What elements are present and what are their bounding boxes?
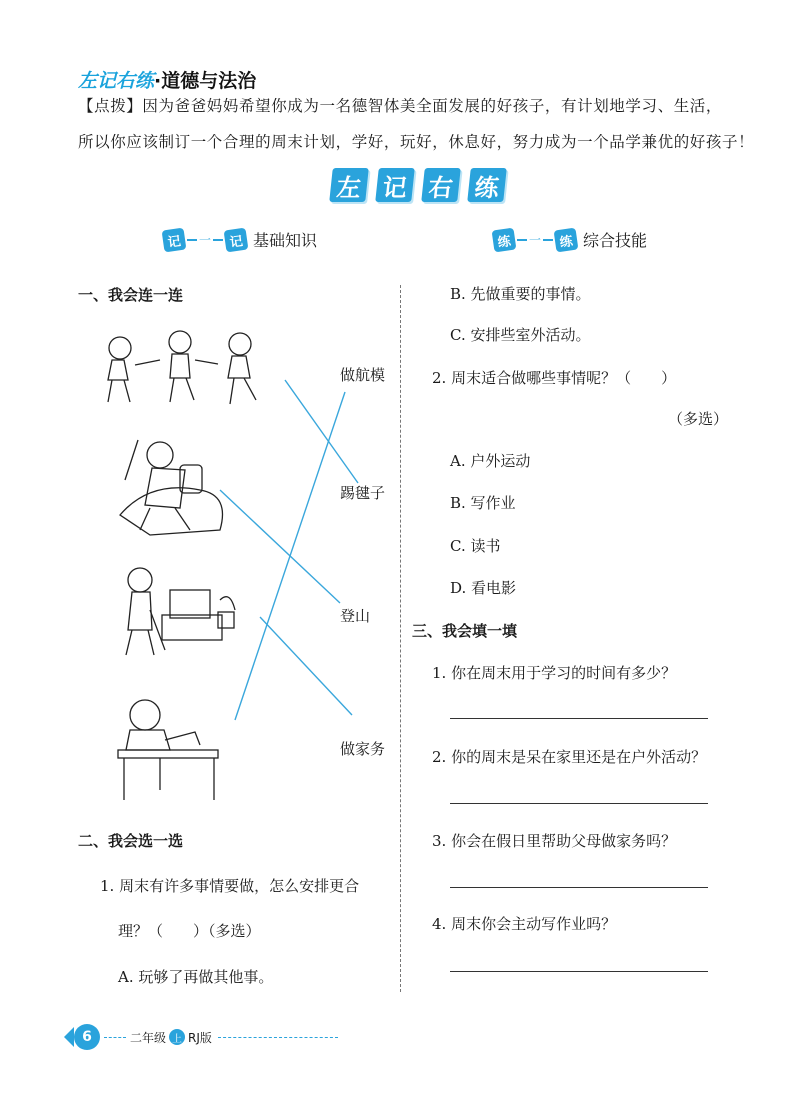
- option-b: B. 先做重要的事情。: [450, 285, 591, 303]
- match-word: 做家务: [340, 740, 386, 758]
- fill-question: 4. 周末你会主动写作业吗？: [432, 915, 617, 933]
- match-line: [285, 380, 358, 483]
- fill-question: 3. 你会在假日里帮助父母做家务吗？: [432, 832, 677, 850]
- answer-line[interactable]: [450, 718, 708, 719]
- q2-2-question: 2. 周末适合做哪些事情呢？（ ）: [432, 369, 677, 387]
- sweeping-illustration: [126, 568, 235, 655]
- answer-line[interactable]: [450, 887, 708, 888]
- match-line: [260, 617, 352, 715]
- ji-yi-ji-badge: 记 一 记: [163, 229, 247, 251]
- multi-select-note: （多选）: [668, 410, 729, 428]
- grade-label: 二年级 上 RJ版: [130, 1030, 212, 1045]
- footer-dashes: [104, 1037, 126, 1038]
- banner-char: 练: [467, 168, 507, 202]
- left-section-title: 基础知识: [253, 231, 318, 250]
- q1-heading: 一、我会连一连: [78, 286, 184, 304]
- option-b: B. 写作业: [450, 494, 516, 512]
- badge-dash: [187, 239, 197, 241]
- badge-dash: [517, 239, 527, 241]
- answer-line[interactable]: [450, 803, 708, 804]
- match-word: 踢毽子: [340, 484, 386, 502]
- answer-line[interactable]: [450, 971, 708, 972]
- option-d: D. 看电影: [450, 579, 517, 597]
- q2-heading: 二、我会选一选: [78, 832, 184, 850]
- option-c: C. 安排些室外活动。: [450, 326, 591, 344]
- tip-label: 【点拨】: [78, 97, 143, 115]
- banner-char: 左: [329, 168, 369, 202]
- hiker-illustration: [120, 440, 223, 535]
- model-making-illustration: [118, 700, 218, 800]
- tip-line-2: 所以你应该制订一个合理的周末计划，学好，玩好，休息好，努力成为一个品学兼优的好孩子！: [78, 133, 755, 151]
- subject-title: ·道德与法治: [154, 70, 257, 92]
- footer-arrow-icon: [64, 1027, 74, 1047]
- matching-illustrations: [90, 320, 400, 810]
- left-section-heading: [163, 228, 317, 251]
- kids-jianzi-illustration: [108, 331, 256, 404]
- match-line: [235, 392, 345, 720]
- q2-1-question: 1. 周末有许多事情要做，怎么安排更合: [100, 877, 360, 895]
- page-footer: [64, 1024, 338, 1050]
- series-brand: 左记右练: [78, 70, 155, 92]
- q3-heading: 三、我会填一填: [412, 622, 518, 640]
- option-c: C. 读书: [450, 537, 501, 555]
- page-header: [78, 66, 256, 93]
- fill-question: 1. 你在周末用于学习的时间有多少？: [432, 664, 677, 682]
- badge-dash: [213, 239, 223, 241]
- match-word: 登山: [340, 607, 371, 625]
- option-a: A. 户外运动: [450, 452, 531, 470]
- q2-1-question-cont: 理？（ ）（多选）: [118, 922, 261, 940]
- term-badge: 上: [169, 1029, 185, 1045]
- right-section-heading: [493, 228, 647, 251]
- right-section-title: 综合技能: [583, 231, 648, 250]
- banner-char: 记: [375, 168, 415, 202]
- match-word: 做航模: [340, 366, 386, 384]
- lian-yi-lian-badge: 练 一 练: [493, 229, 577, 251]
- section-banner: [331, 168, 505, 202]
- tip-line-1: 【点拨】因为爸爸妈妈希望你成为一名德智体美全面发展的好孩子，有计划地学习、生活，: [78, 97, 723, 115]
- column-divider: [400, 285, 401, 992]
- option-a: A. 玩够了再做其他事。: [118, 968, 274, 986]
- banner-char: 右: [421, 168, 461, 202]
- badge-dash: [543, 239, 553, 241]
- page-number: 6: [74, 1024, 100, 1050]
- fill-question: 2. 你的周末是呆在家里还是在户外活动？: [432, 748, 707, 766]
- footer-dashes: [218, 1037, 338, 1038]
